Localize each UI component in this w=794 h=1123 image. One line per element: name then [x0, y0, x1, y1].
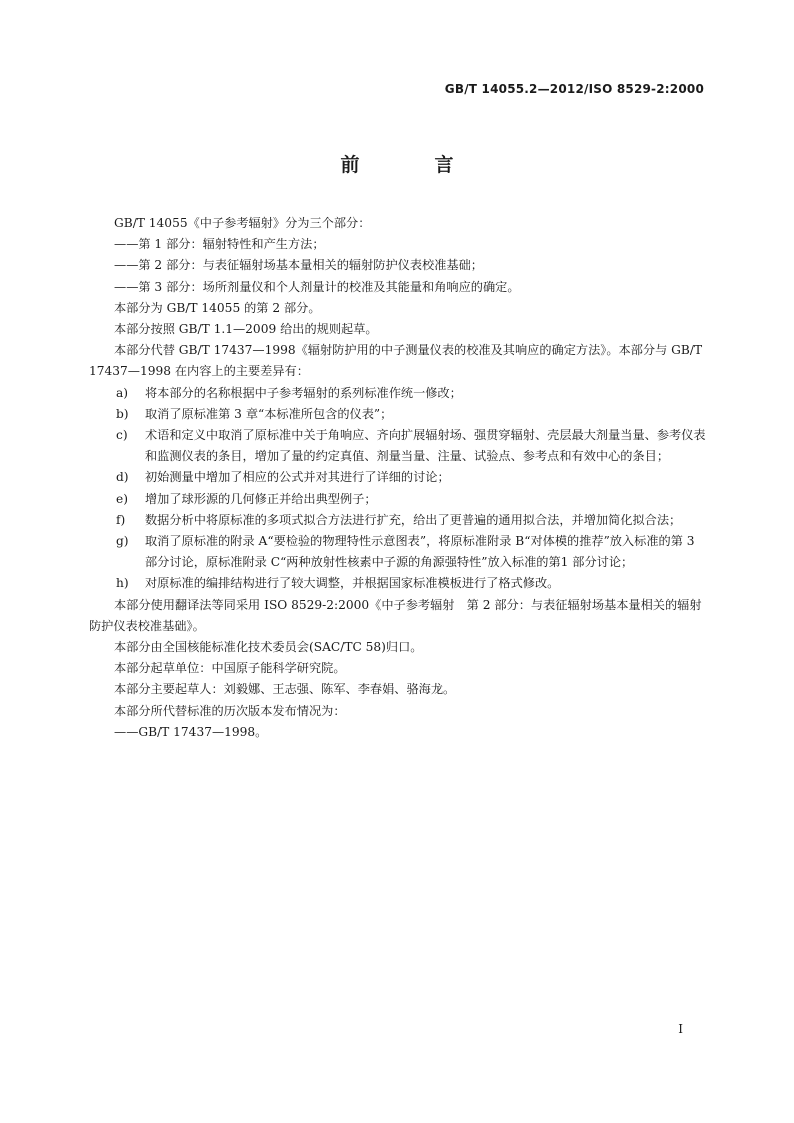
- foreword-body: [89, 213, 707, 743]
- page-title: 前 言: [340, 154, 482, 176]
- paragraph: ——第 2 部分：与表征辐射场基本量相关的辐射防护仪表校准基础；: [114, 258, 483, 273]
- paragraph: 本部分代替 GB/T 17437—1998《辐射防护用的中子测量仪表的校准及其响应的确定方法》。本部分与 GB/T 17437—1998 在内容上的主要差异有：: [89, 343, 703, 379]
- list-marker: d): [116, 470, 129, 485]
- list-item-text: 术语和定义中取消了原标准中关于角响应、齐向扩展辐射场、强贯穿辐射、壳层最大剂量当量、参考仪表和监测仪表的条目，增加了量的约定真值、剂量当量、注量、试验点、参考点和有效中心的条目；: [145, 428, 706, 464]
- list-item: [89, 425, 707, 467]
- paragraph: GB/T 14055《中子参考辐射》分为三个部分：: [114, 216, 371, 230]
- list-item-text: 将本部分的名称根据中子参考辐射的系列标准作统一修改；: [145, 385, 462, 400]
- list-marker: c): [116, 428, 128, 443]
- standard-number-header: GB/T 14055.2—2012/ISO 8529-2:2000: [444, 82, 704, 96]
- list-item: [89, 383, 707, 404]
- list-item-text: 数据分析中将原标准的多项式拟合方法进行扩充，给出了更普遍的通用拟合法，并增加简化拟合法；: [145, 512, 682, 527]
- paragraph: ——第 1 部分：辐射特性和产生方法；: [114, 237, 325, 252]
- page-number: I: [678, 1022, 683, 1036]
- paragraph: 本部分使用翻译法等同采用 ISO 8529-2:2000《中子参考辐射 第 2 部分：与表征辐射场基本量相关的辐射防护仪表校准基础》。: [89, 597, 702, 633]
- paragraph: 本部分所代替标准的历次版本发布情况为：: [114, 703, 346, 718]
- list-item-text: 初始测量中增加了相应的公式并对其进行了详细的讨论；: [145, 470, 450, 485]
- paragraph: ——第 3 部分：场所剂量仪和个人剂量计的校准及其能量和角响应的确定。: [114, 279, 520, 294]
- list-item-text: 取消了原标准第 3 章“本标准所包含的仪表”；: [145, 406, 393, 421]
- list-marker: g): [116, 534, 129, 549]
- list-item: [89, 489, 707, 510]
- paragraph: ——GB/T 17437—1998。: [114, 724, 268, 739]
- paragraph: 本部分主要起草人：刘毅娜、王志强、陈军、李春娟、骆海龙。: [114, 682, 456, 697]
- list-marker: h): [116, 576, 129, 591]
- list-marker: e): [116, 491, 128, 506]
- list-marker: a): [116, 385, 129, 400]
- list-marker: f): [116, 512, 126, 527]
- list-marker: b): [116, 406, 129, 421]
- list-item: [89, 404, 707, 425]
- paragraph: 本部分为 GB/T 14055 的第 2 部分。: [114, 300, 321, 315]
- list-item: [89, 510, 707, 531]
- list-item: [89, 573, 707, 594]
- list-item-text: 对原标准的编排结构进行了较大调整，并根据国家标准模板进行了格式修改。: [145, 576, 560, 591]
- list-item-text: 取消了原标准的附录 A“要检验的物理特性示意图表”，将原标准附录 B“对体模的推荐”放入标准的第 3 部分讨论，原标准附录 C“两种放射性核素中子源的角源强特性”放入标准的第1 部分讨论；: [145, 534, 695, 570]
- list-item: [89, 467, 707, 488]
- paragraph: 本部分由全国核能标准化技术委员会(SAC/TC 58)归口。: [114, 640, 423, 655]
- list-item: [89, 531, 707, 573]
- paragraph: 本部分按照 GB/T 1.1—2009 给出的规则起草。: [114, 322, 378, 337]
- paragraph: 本部分起草单位：中国原子能科学研究院。: [114, 661, 346, 676]
- list-item-text: 增加了球形源的几何修正并给出典型例子；: [145, 491, 377, 506]
